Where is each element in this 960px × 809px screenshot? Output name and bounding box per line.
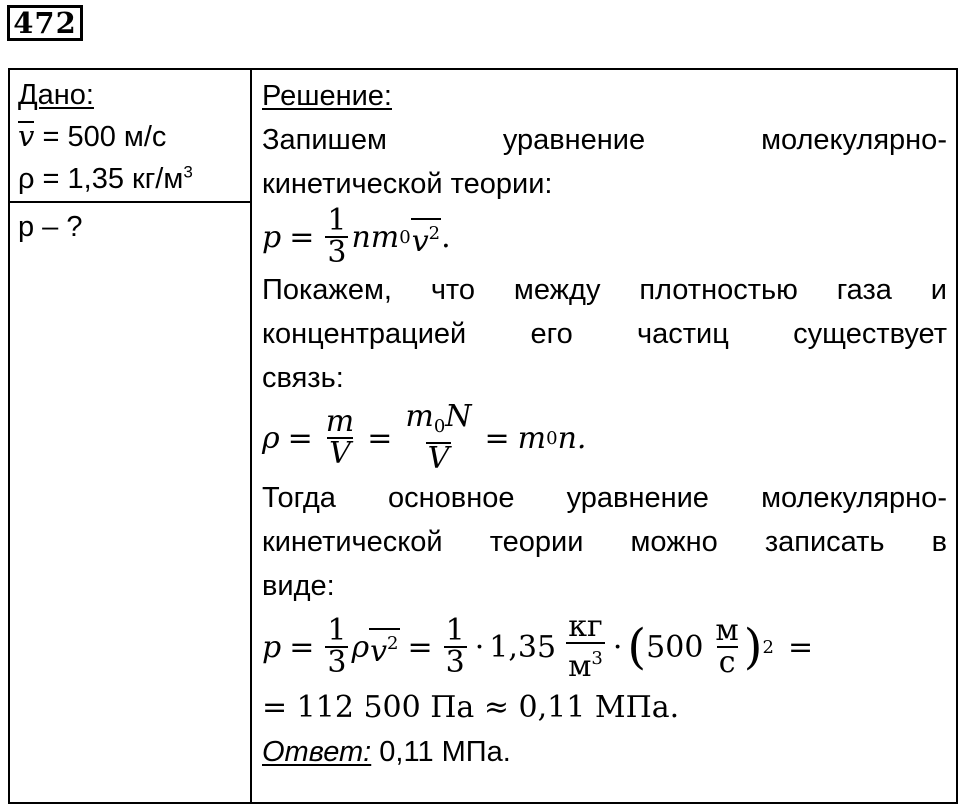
text-line-4: концентрацией его частиц существует — [262, 318, 947, 350]
text-line-8: виде: — [262, 570, 335, 602]
solution-section — [262, 74, 947, 774]
equation-4: = 112 500 Па ≈ 0,11 МПа. — [262, 690, 680, 725]
equation-1: p = $\frac{1}{3}$ nm 0 $v^2$ . — [262, 203, 451, 270]
given-section — [18, 74, 244, 200]
given-density: ρ = 1,35 $кг/м^3$ — [18, 162, 193, 195]
text-line-6: Тогда основное уравнение молекулярно- — [262, 482, 947, 514]
text-line-3: Покажем, что между плотностью газа и — [262, 274, 947, 306]
answer-label: Ответ: — [262, 736, 372, 768]
column-divider — [250, 70, 252, 802]
text-line-7: кинетической теории можно записать в — [262, 526, 947, 558]
find-quantity: p – ? — [18, 211, 83, 243]
solution-header: Решение: — [262, 80, 392, 112]
equation-3: p = $\frac{1}{3}$ ρ $v^2$ = $\frac{1}{3}$ · 1,35 $\frac{кг}{м^3}$ · ( 500 $\frac{м}{с}$ ) 2 = — [262, 609, 814, 684]
answer-value: 0,11 МПа. — [371, 736, 511, 768]
text-line-5: связь: — [262, 362, 344, 394]
text-line-1: Запишем уравнение молекулярно- — [262, 124, 947, 156]
answer-line — [262, 730, 947, 774]
problem-number: 472 — [7, 5, 83, 41]
given-velocity: v = 500 м/с — [18, 119, 167, 153]
equation-2: ρ = $\frac{m}{V}$ = $\frac{m_0N}{V}$ = m 0 n. — [262, 399, 587, 476]
given-divider — [10, 201, 250, 203]
solution-table — [8, 68, 958, 804]
text-line-2: кинетической теории: — [262, 168, 553, 200]
given-header: Дано: — [18, 79, 94, 111]
